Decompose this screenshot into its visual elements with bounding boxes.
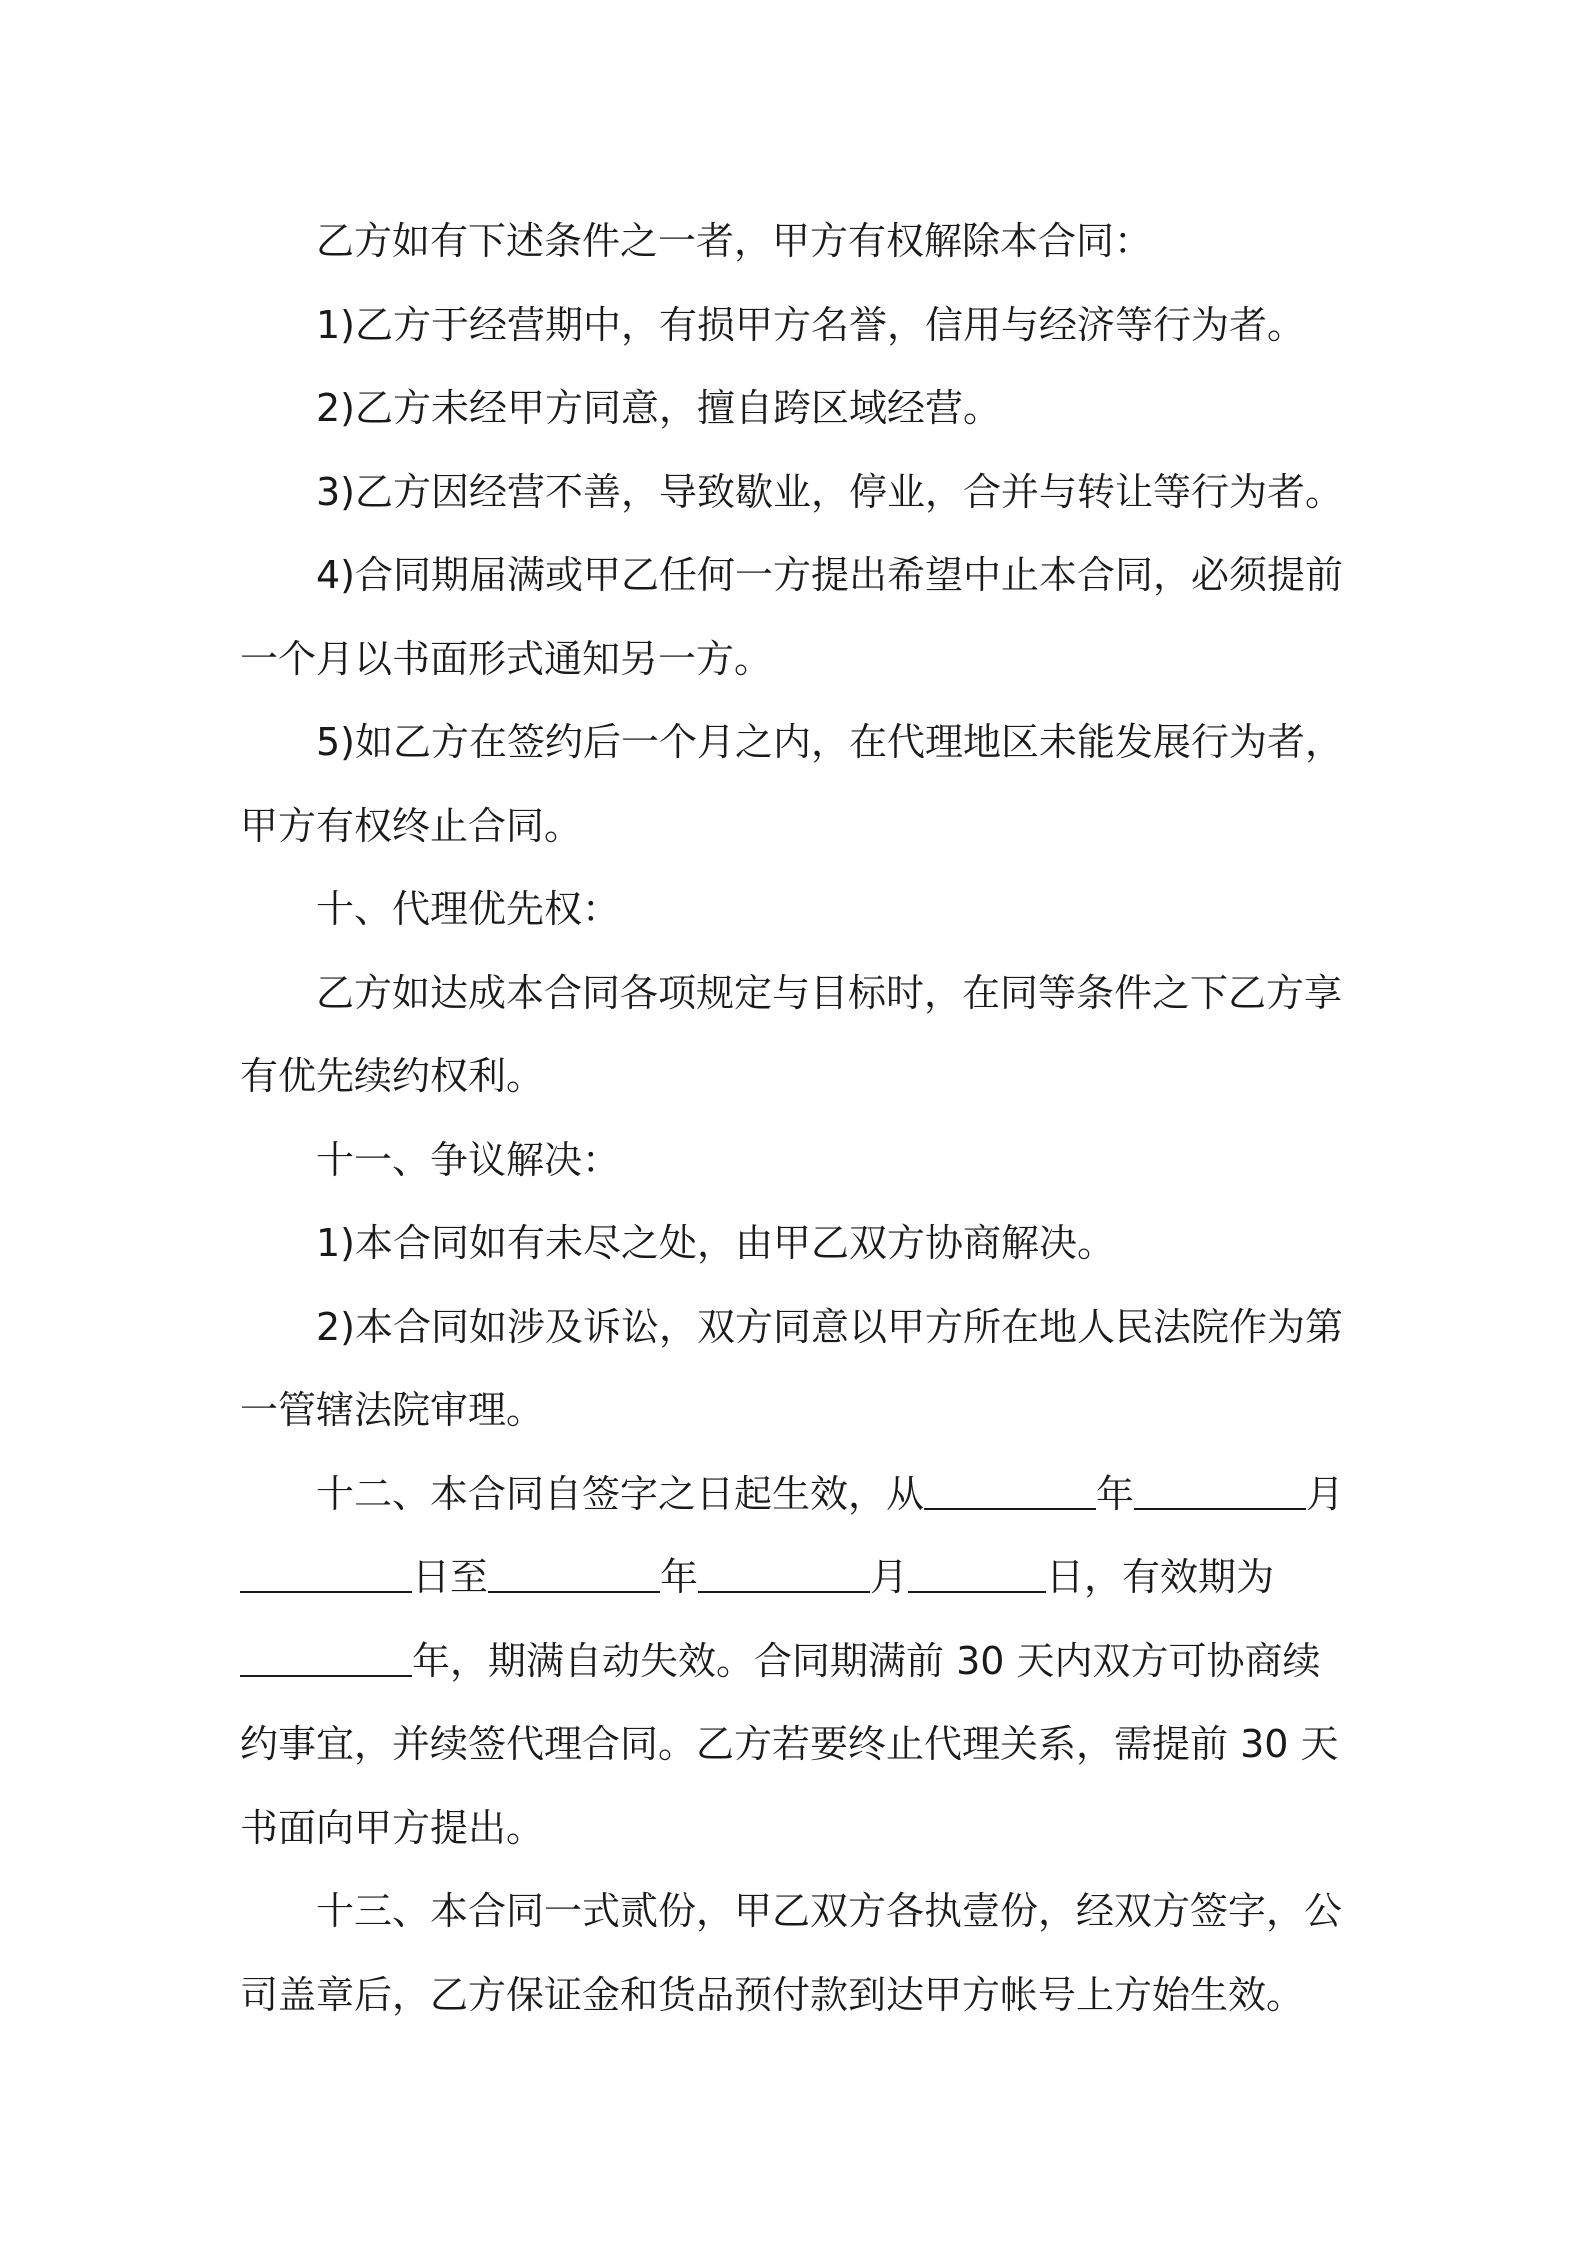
clause-12-remainder: 年，期满自动失效。合同期满前 30 天内双方可协商续约事宜，并续签代理合同。乙方若要终止代理关系，需提前 30 天书面向甲方提出。 — [240, 1638, 1339, 1850]
paragraph-termination-intro: 乙方如有下述条件之一者，甲方有权解除本合同： — [316, 219, 1153, 263]
blank-field-start-month — [1134, 1470, 1306, 1510]
paragraph-term-1: 1)乙方于经营期中，有损甲方名誉，信用与经济等行为者。 — [316, 302, 1306, 347]
paragraph-term-2: 2)乙方未经甲方同意，擅自跨区域经营。 — [316, 386, 1002, 430]
heading-clause-11: 十一、争议解决： — [316, 1137, 621, 1182]
clause-12-intro: 十二、本合同自签字之日起生效，从 — [316, 1471, 925, 1516]
paragraph-dispute-1: 1)本合同如有未尽之处，由甲乙双方协商解决。 — [316, 1221, 1116, 1265]
clause-12-month-label: 月 — [1306, 1471, 1345, 1516]
paragraph-clause-10: 乙方如达成本合同各项规定与目标时，在同等条件之下乙方享有优先续约权利。 — [240, 970, 1343, 1098]
blank-field-end-day — [908, 1553, 1046, 1593]
contract-body — [240, 200, 1355, 2037]
blank-field-start-year — [924, 1470, 1096, 1510]
blank-field-start-day — [240, 1553, 412, 1593]
clause-12-end-year-label: 年 — [660, 1555, 699, 1599]
blank-field-end-year — [488, 1553, 660, 1593]
clause-12-validity-label: 日，有效期为 — [1046, 1555, 1275, 1599]
blank-field-validity-years — [240, 1637, 412, 1677]
blank-field-end-month — [698, 1553, 870, 1593]
paragraph-dispute-2: 2)本合同如涉及诉讼，双方同意以甲方所在地人民法院作为第一管辖法院审理。 — [240, 1304, 1344, 1432]
paragraph-term-5: 5)如乙方在签约后一个月之内，在代理地区未能发展行为者，甲方有权终止合同。 — [240, 720, 1344, 848]
clause-12-year-label: 年 — [1096, 1471, 1135, 1516]
clause-12-day-to-label: 日至 — [412, 1555, 489, 1599]
paragraph-term-4: 4)合同期届满或甲乙任何一方提出希望中止本合同，必须提前一个月以书面形式通知另一方。 — [240, 553, 1344, 681]
clause-12-end-month-label: 月 — [870, 1555, 909, 1599]
paragraph-clause-12 — [240, 1453, 1355, 1871]
paragraph-term-3: 3)乙方因经营不善，导致歇业，停业，合并与转让等行为者。 — [316, 469, 1344, 514]
heading-clause-10: 十、代理优先权： — [316, 887, 621, 931]
paragraph-clause-13: 十三、本合同一式贰份，甲乙双方各执壹份，经双方签字，公司盖章后，乙方保证金和货品预付款到达甲方帐号上方始生效。 — [240, 1889, 1343, 2017]
